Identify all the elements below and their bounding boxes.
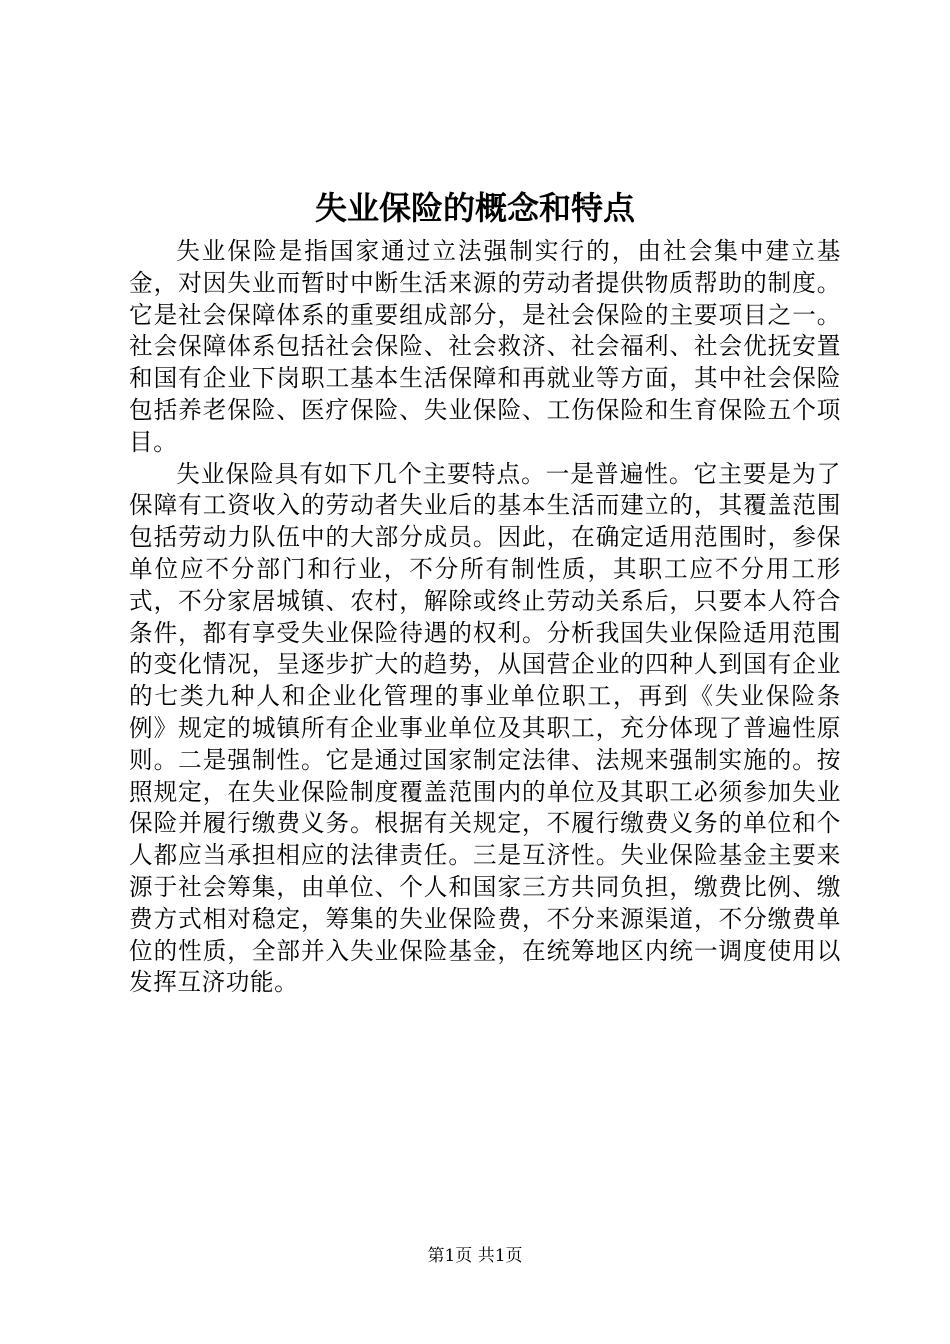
paragraph-2: 失业保险具有如下几个主要特点。一是普遍性。它主要是为了保障有工资收入的劳动者失业后的基本生活而建立的，其覆盖范围包括劳动力队伍中的大部分成员。因此，在确定适用范围时，参保单位应不分部门和行业，不分所有制性质，其职工应不分用工形式，不分家居城镇、农村，解除或终止劳动关系后，只要本人符合条件，都有享受失业保险待遇的权利。分析我国失业保险适用范围的变化情况，呈逐步扩大的趋势，从国营企业的四种人到国有企业的七类九种人和企业化管理的事业单位职工，再到《失业保险条例》规定的城镇所有企业事业单位及其职工，充分体现了普遍性原则。二是强制性。它是通过国家制定法律、法规来强制实施的。按照规定，在失业保险制度覆盖范围内的单位及其职工必须参加失业保险并履行缴费义务。根据有关规定，不履行缴费义务的单位和个人都应当承担相应的法律责任。三是互济性。失业保险基金主要来源于社会筹集，由单位、个人和国家三方共同负担，缴费比例、缴费方式相对稳定，筹集的失业保险费，不分来源渠道，不分缴费单位的性质，全部并入失业保险基金，在统筹地区内统一调度使用以发挥互济功能。	[129, 459, 841, 997]
page-number-footer: 第1页 共1页	[427, 1246, 523, 1266]
document-title: 失业保险的概念和特点	[314, 189, 635, 227]
paragraph-1: 失业保险是指国家通过立法强制实行的，由社会集中建立基金，对因失业而暂时中断生活来源的劳动者提供物质帮助的制度。它是社会保障体系的重要组成部分，是社会保险的主要项目之一。社会保障体系包括社会保险、社会救济、社会福利、社会优抚安置和国有企业下岗职工基本生活保障和再就业等方面，其中社会保险包括养老保险、医疗保险、失业保险、工伤保险和生育保险五个项目。	[129, 237, 841, 456]
document-body	[129, 236, 841, 999]
